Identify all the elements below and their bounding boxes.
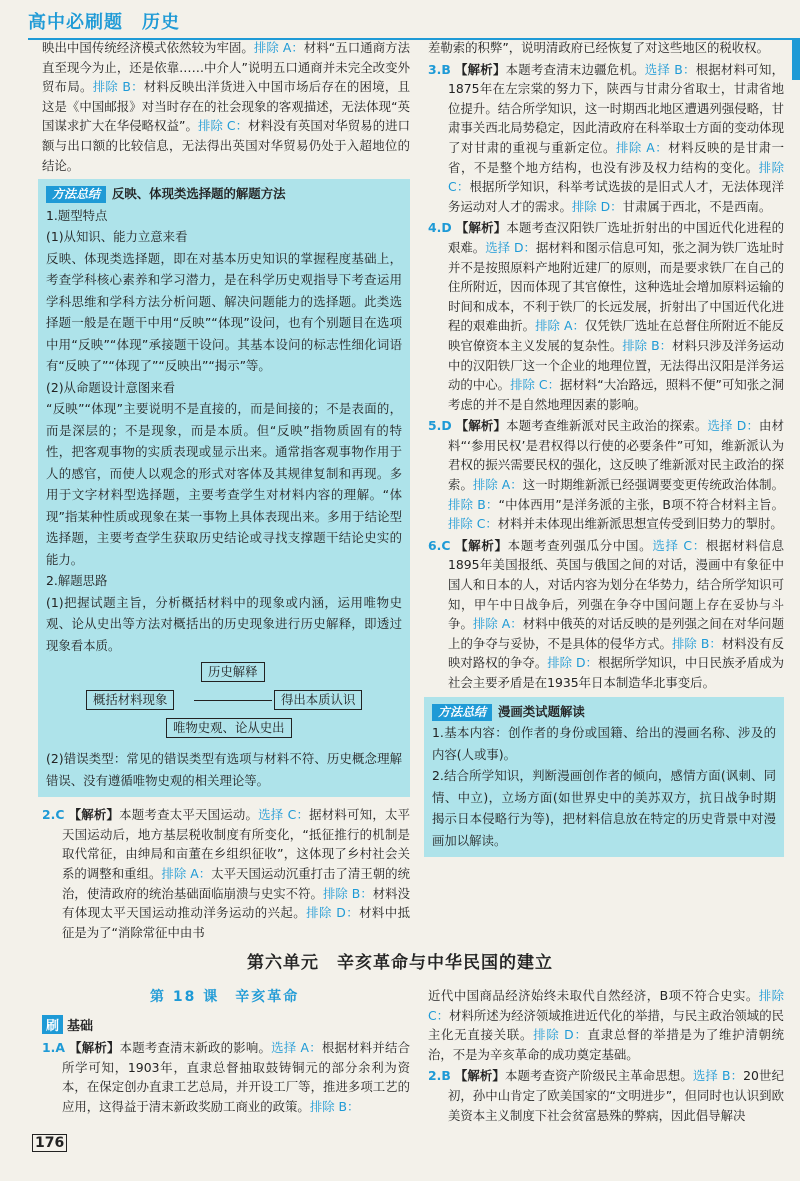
left-column <box>42 38 410 942</box>
bottom-right-column <box>428 986 784 1125</box>
answer-paragraph: 映出中国传统经济模式依然较为牢固。排除 A：材料“五口通商方法直至现今为止，还是依靠……中介人”说明五口通商并未完全改变外贸布局。排除 B：材料反映出洋货进入中国市场后存在的困境，且这是《中国邮报》对当时存在的社会现象的客观描述，无法体现“英国谋求扩大在华侵略权益”。排除 C：材料没有英国对华贸易的进口额与出口额的比较信息，无法得出英国对华贸易仍处于入超地位的结论。 <box>42 40 411 173</box>
right-column <box>428 38 784 865</box>
flow-box-history-interpretation: 历史解释 <box>201 662 265 682</box>
answer-6: 6.C 【解析】本题考查列强瓜分中国。选择 C：根据材料信息1895年美国报纸、英国与俄国之间的对话，漫画中有象征中国人和日本的人，对话内容为划分在华势力，结合所学知识可知，甲午中日战争后，列强在争夺中国问题上存在妥协与斗争。排除 A：材料中俄英的对话反映的是列强之间在对华问题上的争夺与妥协，不是具体的侵华方式。排除 B：材料没有反映对路权的争夺。排除 D：根据所学知识，中日民族矛盾成为社会主要矛盾是在1935年日本制造华北事变后。 <box>428 537 785 690</box>
flow-box-essential-understanding: 得出本质认识 <box>274 690 362 710</box>
answer-paragraph: 近代中国商品经济始终未取代自然经济，B项不符合史实。排除 C：材料所述为经济领域推进近代化的举措，与民主政治领域的民主化无直接关联。排除 D：直隶总督的举措是为了维护清朝统治，不是为辛亥革命的成功奠定基础。 <box>428 988 785 1062</box>
answer-paragraph: 差勒索的积弊”，说明清政府已经恢复了对这些地区的税收权。 <box>428 40 769 55</box>
answer-1: 1.A 【解析】本题考查清末新政的影响。选择 A：根据材料并结合所学可知，1903年，直隶总督抽取鼓铸铜元的部分余利为资本，在保定创办直隶工艺总局，并开设工厂等，推进多项工艺的应用，这得益于清末新政奖励工商业的政策。排除 B： <box>42 1040 411 1114</box>
unit-title: 第六单元 辛亥革命与中华民国的建立 <box>247 953 553 973</box>
book-title: 高中必刷题 历史 <box>28 12 180 33</box>
bottom-left-column <box>42 1036 410 1116</box>
answer-2: 2.C 【解析】本题考查太平天国运动。选择 C：据材料可知，太平天国运动后，地方基层税收制度有所变化，“抵征推行的机制是取代常征，由绅局和亩董在乡组织征收”，这体现了乡村社会关系的调整和重组。排除 A：太平天国运动沉重打击了清王朝的统治，使清政府的统治基础面临崩溃与史实不符。排除 B：材料没有体现太平天国运动推动洋务运动的兴起。排除 D：材料中抵征是为了“消除常征中由书 <box>42 807 411 940</box>
box-line: 1.基本内容：创作者的身份或国籍、给出的漫画名称、涉及的内容(人或事)。 <box>432 725 776 762</box>
section-tag: 刷 <box>42 1015 63 1034</box>
box-line: 2.结合所学知识，判断漫画创作者的倾向，感情方面(讽刺、同情、中立)，立场方面(如世界史中的美苏双方，抗日战争时期揭示日本侵略行为等)，把材料信息放在特定的历史背景中对漫画加以解读。 <box>432 768 776 848</box>
method-summary-title: 漫画类试题解读 <box>498 703 585 719</box>
answer-5: 5.D 【解析】本题考查维新派对民主政治的探索。选择 D：由材料“‘参用民权’是君权得以行使的必要条件”可知，维新派认为君权的振兴需要民权的强化，这反映了维新派对民主政治的探索。排除 A：这一时期维新派已经强调要变更传统政治体制。排除 B：“中体西用”是洋务派的主张，B项不符合材料主旨。排除 C：材料并未体现出维新派思想宣传受到旧势力的掣肘。 <box>428 418 785 532</box>
section-label: 基础 <box>67 1019 94 1034</box>
section-basic <box>42 1015 93 1034</box>
page-number: 176 <box>32 1134 67 1152</box>
box-line: 反映、体现类选择题，即在对基本历史知识的掌握程度基础上，考查学科核心素养和学习潜力，是在科学历史观指导下考查运用学科思维和学科方法分析问题、解决问题能力的选择题。此类选择题一般是在题干中用“反映”“体现”设问，也有个别题目在选项中用“反映”“体现”承接题干设问。其基本设问的标志性细化词语有“反映了”“体现了”“反映出”“揭示”等。 <box>46 250 402 374</box>
flow-box-summarize-phenomena: 概括材料现象 <box>86 690 174 710</box>
box-line: (1)从知识、能力立意来看 <box>46 229 188 245</box>
comic-method-box <box>424 697 784 858</box>
box-line: (1)把握试题主旨，分析概括材料中的现象或内涵，运用唯物史观、论从史出等方法对概括出的历史现象进行历史解释，即透过现象看本质。 <box>46 594 402 653</box>
flow-arrow <box>194 700 272 701</box>
page-header <box>28 8 800 38</box>
lesson-title: 第 18 课 辛亥革命 <box>150 989 300 1005</box>
box-line: “反映”“体现”主要说明不是直接的，而是间接的；不是表面的，而是深层的；不是现象，而是本质。但“反映”指物质固有的特性，把客观事物的实质表现或显示出来。通常指客观事物作用于人的感官，而使人以观念的形式对客体及其规律复制和再现。多用于文字材料型选择题，主要考查学生对材料内容的理解。“体现”指某种性质或现象在某一事物上具体表现出来。多用于结论型选择题，主要考查学生获取历史结论或寻找支撑题干结论史实的能力。 <box>46 401 402 567</box>
flow-diagram <box>46 660 402 744</box>
edge-tab <box>792 40 800 80</box>
method-summary-box <box>38 179 410 797</box>
flow-box-historical-materialism: 唯物史观、论从史出 <box>166 718 292 738</box>
answer-3: 3.B 【解析】本题考查清末边疆危机。选择 B：根据材料可知，1875年在左宗棠的努力下，陕西与甘肃分省取士，甘肃省地位提升。结合所学知识，这一时期西北地区遭遇列强侵略，甘肃事关西北局势稳定，因此清政府在科举取士方面的变动体现了对甘肃的重视与重新定位。排除 A：材料反映的是甘肃一省，不是整个地方结构，也没有涉及权力结构的变化。排除 C：根据所学知识，科举考试选拔的是旧式人才，无法体现洋务运动对人才的需求。排除 D：甘肃属于西北，不是西南。 <box>428 61 785 214</box>
method-summary-tag: 方法总结 <box>432 704 492 721</box>
method-summary-tag: 方法总结 <box>46 186 106 203</box>
box-line: 1.题型特点 <box>46 207 108 223</box>
answer-2b: 2.B 【解析】本题考查资产阶级民主革命思想。选择 B：20世纪初，孙中山肯定了欧美国家的“文明进步”，但同时也认识到欧美资本主义制度下社会贫富悬殊的弊病，因此倡导解决 <box>428 1068 784 1123</box>
answer-4: 4.D 【解析】本题考查汉阳铁厂选址折射出的中国近代化进程的艰难。选择 D：据材料和图示信息可知，张之洞为铁厂选址时并不是按照原料产地附近建厂的原则，而是要求铁厂在自己的住所附近，因而体现了其官僚性，这种选址会增加原料运输的时间和成本，不利于铁厂的长远发展，折射出了中国近代化进程的艰难曲折。排除 A：仅凭铁厂选址在总督住所附近不能反映官僚资本主义发展的复杂性。排除 B：材料只涉及洋务运动中的汉阳铁厂这一个企业的地理位置，无法得出汉阳是洋务运动的中心。排除 C：据材料“大冶路远，照料不便”可知张之洞考虑的并不是自然地理因素的影响。 <box>428 220 785 412</box>
box-line: 2.解题思路 <box>46 573 108 589</box>
method-summary-title: 反映、体现类选择题的解题方法 <box>112 186 286 202</box>
box-line: (2)错误类型：常见的错误类型有选项与材料不符、历史概念理解错误、没有遵循唯物史观的相关理论等。 <box>46 751 402 788</box>
box-line: (2)从命题设计意图来看 <box>46 379 176 395</box>
